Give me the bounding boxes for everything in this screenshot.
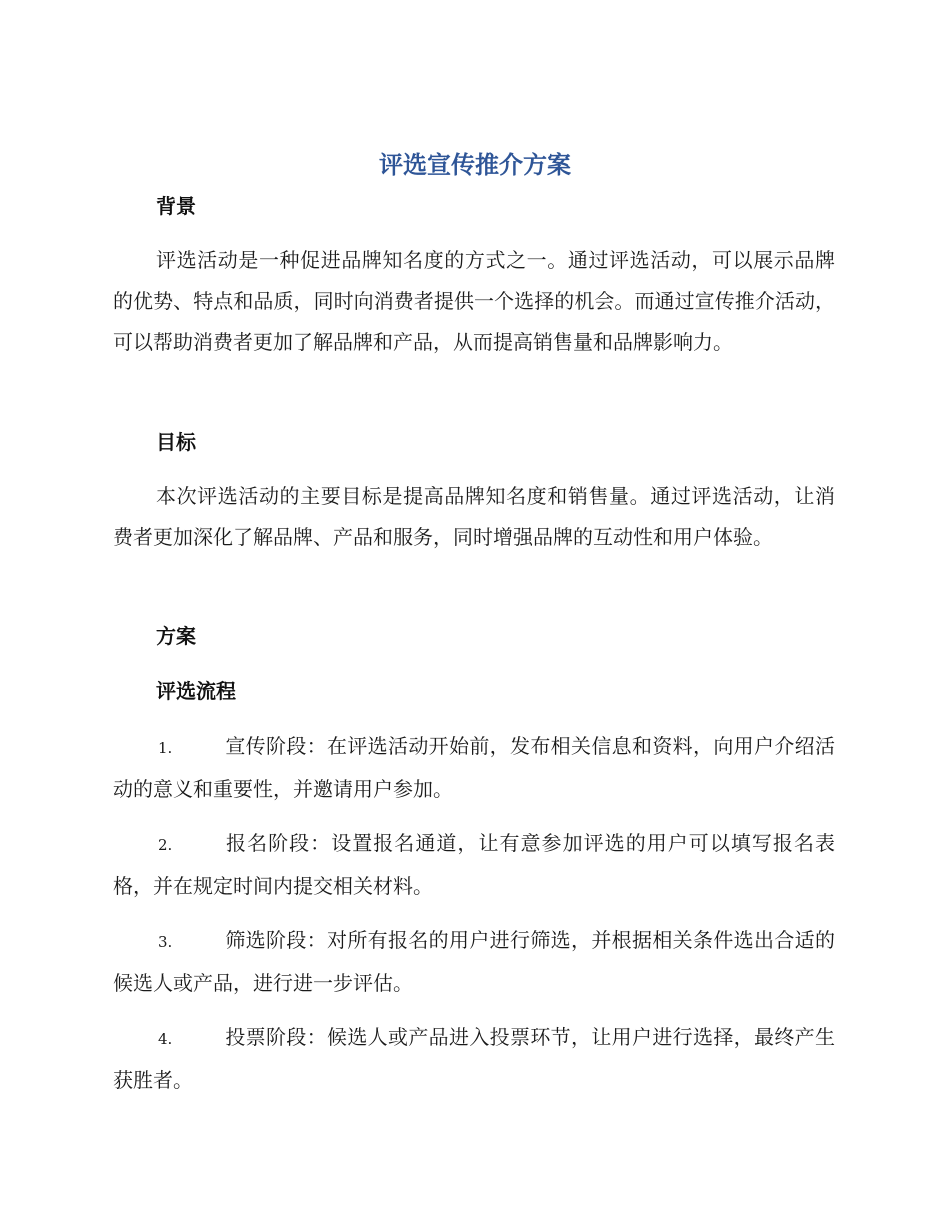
list-item-text: 报名阶段：设置报名通道，让有意参加评选的用户可以填写报名表格，并在规定时间内提交相关材料。: [113, 831, 835, 898]
list-item-text: 筛选阶段：对所有报名的用户进行筛选，并根据相关条件选出合适的候选人或产品，进行进一步评估。: [113, 928, 835, 995]
page-title: 评选宣传推介方案: [379, 151, 571, 179]
list-item: [113, 823, 835, 907]
paragraph-background: 评选活动是一种促进品牌知名度的方式之一。通过评选活动，可以展示品牌的优势、特点和品质，同时向消费者提供一个选择的机会。而通过宣传推介活动，可以帮助消费者更加了解品牌和产品，从而提高销售量和品牌影响力。: [113, 248, 835, 354]
heading-goal: 目标: [156, 430, 196, 454]
list-item-text: 投票阶段：候选人或产品进入投票环节，让用户进行选择，最终产生获胜者。: [113, 1025, 835, 1092]
subheading-selection-process: 评选流程: [156, 679, 236, 703]
heading-background: 背景: [156, 194, 196, 218]
list-item-number: 4.: [158, 1030, 173, 1048]
list-item-number: 1.: [158, 739, 173, 757]
heading-plan: 方案: [156, 624, 196, 648]
list-item-number: 2.: [158, 836, 173, 854]
list-item: [113, 726, 835, 810]
paragraph-goal: 本次评选活动的主要目标是提高品牌知名度和销售量。通过评选活动，让消费者更加深化了解品牌、产品和服务，同时增强品牌的互动性和用户体验。: [113, 484, 835, 549]
list-item: [113, 920, 835, 1004]
list-item: [113, 1017, 835, 1101]
list-item-number: 3.: [158, 933, 173, 951]
list-item-text: 宣传阶段：在评选活动开始前，发布相关信息和资料，向用户介绍活动的意义和重要性，并邀请用户参加。: [113, 734, 835, 801]
